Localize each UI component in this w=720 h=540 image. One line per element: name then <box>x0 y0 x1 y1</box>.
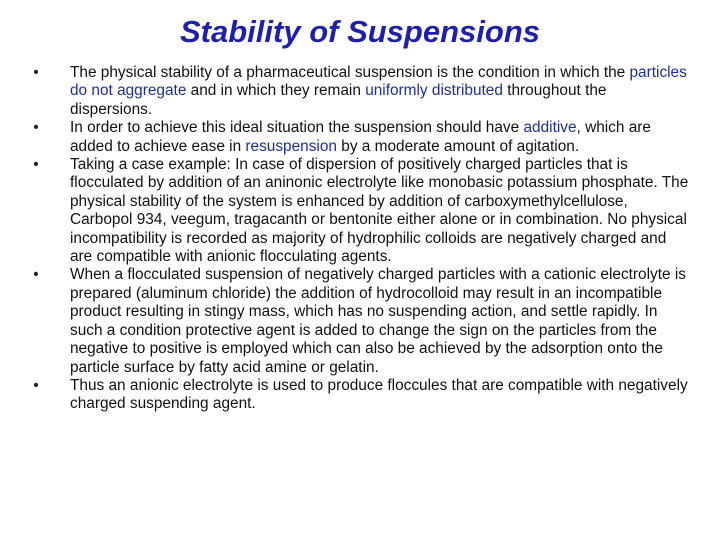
highlighted-term: additive <box>523 119 577 137</box>
bullet-icon: • <box>33 64 39 81</box>
text-segment: by a moderate amount of agitation. <box>336 137 580 155</box>
bullet-icon: • <box>33 266 39 284</box>
bullet-icon: • <box>33 156 39 174</box>
bullet-item <box>26 266 690 376</box>
bullet-text <box>70 156 690 266</box>
bullet-item <box>26 156 690 266</box>
text-segment: In order to achieve this ideal situation the suspension should have <box>70 119 524 137</box>
text-segment: The physical stability of a pharmaceutical suspension is the condition in which the <box>70 64 630 81</box>
text-segment: , which are added to achieve ease in <box>70 119 651 155</box>
text-segment: and in which they remain <box>186 82 366 100</box>
text-segment: Taking a case example: In case of dispersion of positively charged particles that is flocculated by addition of an aninonic electrolyte like monobasic potassium phosphate. The physical stability of the system is enhanced by addition of carboxymethylcellulose, Carbopol 934, veegum, tragacanth or bentonite either alone or in combination. No physical incompatibility is recorded as majority of hydrophilic colloids are negatively charged and are compatible with anionic flocculating agents. <box>70 156 689 266</box>
bullet-item <box>26 119 690 156</box>
text-segment: When a flocculated suspension of negatively charged particles with a cationic electrolyte is prepared (aluminum chloride) the addition of hydrocolloid may result in an incompatible product resulting in stingy mass, which has no suspending action, and settle rapidly. In such a condition protective agent is added to change the sign on the particles from the negative to positive is employed which can also be achieved by the adsorption onto the particle surface by fatty acid amine or gelatin. <box>70 266 686 376</box>
bullet-icon: • <box>33 119 39 137</box>
bullet-text <box>70 64 690 119</box>
highlighted-term: uniformly distributed <box>365 82 503 100</box>
bullet-text <box>70 266 690 376</box>
text-segment: Thus an anionic electrolyte is used to produce floccules that are compatible with negatively charged suspending agent. <box>70 376 688 413</box>
highlighted-term: particles do not aggregate <box>70 64 687 100</box>
bullet-text <box>70 119 690 156</box>
slide-title: Stability of Suspensions <box>180 14 540 49</box>
bullet-item <box>26 377 690 414</box>
bullet-icon: • <box>33 376 39 394</box>
text-segment: throughout the dispersions. <box>70 82 607 118</box>
bullet-item <box>26 64 690 119</box>
bullet-text <box>70 377 690 414</box>
highlighted-term: resuspension <box>245 137 337 155</box>
bullet-list <box>26 64 690 414</box>
